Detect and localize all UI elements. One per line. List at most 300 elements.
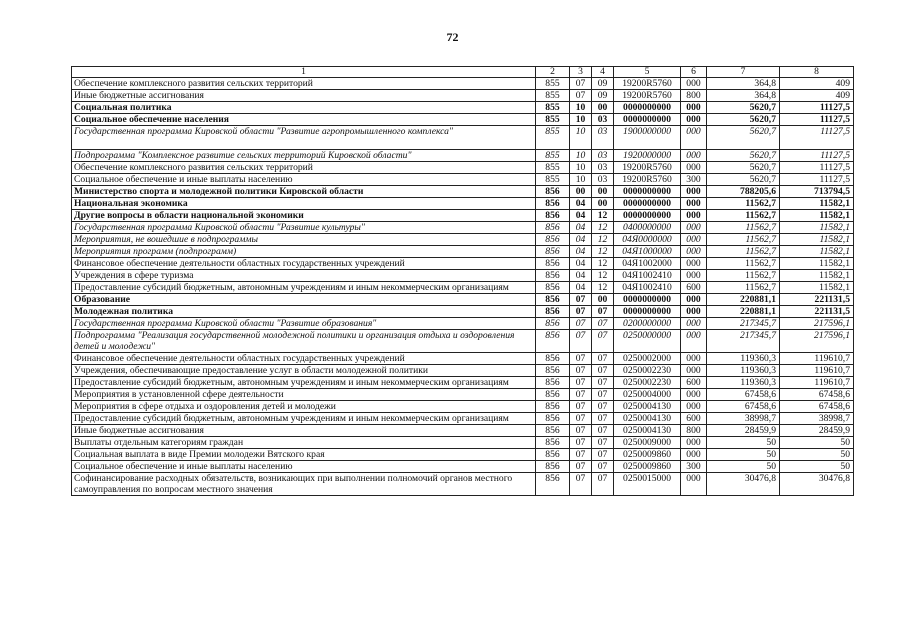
row-name-cell: Иные бюджетные ассигнования <box>72 90 536 102</box>
row-code-cell: 855 <box>536 90 570 102</box>
row-section-cell: 04 <box>570 282 592 294</box>
row-code-cell: 855 <box>536 78 570 90</box>
row-name-cell: Образование <box>72 294 536 306</box>
row-amount-2-cell: 217596,1 <box>780 318 854 330</box>
row-amount-1-cell: 5620,7 <box>707 150 780 162</box>
row-type-cell: 000 <box>681 473 707 496</box>
row-type-cell: 000 <box>681 114 707 126</box>
row-subsection-cell: 07 <box>592 389 614 401</box>
row-section-cell: 07 <box>570 413 592 425</box>
row-amount-2-cell: 11582,1 <box>780 258 854 270</box>
row-amount-2-cell: 217596,1 <box>780 330 854 353</box>
row-subsection-cell: 12 <box>592 222 614 234</box>
row-section-cell: 07 <box>570 330 592 353</box>
row-article-cell: 0250002230 <box>614 365 681 377</box>
row-article-cell: 19200R5760 <box>614 174 681 186</box>
row-code-cell: 856 <box>536 270 570 282</box>
row-code-cell: 856 <box>536 413 570 425</box>
row-name-cell: Предоставление субсидий бюджетным, автономным учреждениям и иным некоммерческим организациям <box>72 377 536 389</box>
row-name-cell: Софинансирование расходных обязательств, возникающих при выполнении полномочий органов местного самоуправления по вопросам местного значения <box>72 473 536 496</box>
row-article-cell: 1900000000 <box>614 126 681 150</box>
row-amount-2-cell: 11127,5 <box>780 102 854 114</box>
row-article-cell: 0400000000 <box>614 222 681 234</box>
row-code-cell: 855 <box>536 114 570 126</box>
table-row <box>72 126 854 150</box>
table-row <box>72 401 854 413</box>
row-type-cell: 000 <box>681 198 707 210</box>
row-name-cell: Мероприятия в установленной сфере деятельности <box>72 389 536 401</box>
row-article-cell: 0000000000 <box>614 198 681 210</box>
row-section-cell: 00 <box>570 186 592 198</box>
header-cell: 6 <box>681 67 707 78</box>
row-name-cell: Социальное обеспечение населения <box>72 114 536 126</box>
row-code-cell: 855 <box>536 174 570 186</box>
header-cell: 4 <box>592 67 614 78</box>
row-amount-2-cell: 119610,7 <box>780 377 854 389</box>
row-code-cell: 856 <box>536 473 570 496</box>
row-type-cell: 600 <box>681 282 707 294</box>
table-row <box>72 246 854 258</box>
row-article-cell: 0000000000 <box>614 102 681 114</box>
row-code-cell: 856 <box>536 437 570 449</box>
row-name-cell: Социальная политика <box>72 102 536 114</box>
row-name-cell: Учреждения в сфере туризма <box>72 270 536 282</box>
row-section-cell: 04 <box>570 246 592 258</box>
row-section-cell: 07 <box>570 318 592 330</box>
row-name-cell: Социальное обеспечение и иные выплаты населению <box>72 174 536 186</box>
table-row <box>72 102 854 114</box>
row-amount-2-cell: 11127,5 <box>780 174 854 186</box>
row-subsection-cell: 07 <box>592 330 614 353</box>
row-type-cell: 600 <box>681 413 707 425</box>
row-code-cell: 856 <box>536 461 570 473</box>
table-row <box>72 150 854 162</box>
row-name-cell: Мероприятия, не вошедшие в подпрограммы <box>72 234 536 246</box>
row-amount-2-cell: 67458,6 <box>780 401 854 413</box>
row-type-cell: 000 <box>681 389 707 401</box>
row-name-cell: Учреждения, обеспечивающие предоставление услуг в области молодежной политики <box>72 365 536 377</box>
row-code-cell: 855 <box>536 102 570 114</box>
row-article-cell: 04Я1002410 <box>614 282 681 294</box>
row-type-cell: 000 <box>681 353 707 365</box>
row-name-cell: Мероприятия программ (подпрограмм) <box>72 246 536 258</box>
row-amount-1-cell: 217345,7 <box>707 318 780 330</box>
row-code-cell: 855 <box>536 150 570 162</box>
row-section-cell: 07 <box>570 437 592 449</box>
row-code-cell: 856 <box>536 246 570 258</box>
row-amount-1-cell: 30476,8 <box>707 473 780 496</box>
table-row <box>72 449 854 461</box>
row-article-cell: 0250002230 <box>614 377 681 389</box>
row-amount-1-cell: 50 <box>707 449 780 461</box>
table-row <box>72 162 854 174</box>
row-name-cell: Выплаты отдельным категориям граждан <box>72 437 536 449</box>
table-row <box>72 389 854 401</box>
row-subsection-cell: 07 <box>592 365 614 377</box>
row-name-cell: Обеспечение комплексного развития сельских территорий <box>72 162 536 174</box>
row-code-cell: 856 <box>536 294 570 306</box>
row-type-cell: 000 <box>681 102 707 114</box>
row-section-cell: 07 <box>570 377 592 389</box>
table-row <box>72 198 854 210</box>
header-cell: 1 <box>72 67 536 78</box>
row-section-cell: 07 <box>570 449 592 461</box>
table-row <box>72 330 854 353</box>
row-amount-2-cell: 221131,5 <box>780 294 854 306</box>
row-code-cell: 856 <box>536 449 570 461</box>
row-name-cell: Предоставление субсидий бюджетным, автономным учреждениям и иным некоммерческим организациям <box>72 282 536 294</box>
row-amount-1-cell: 28459,9 <box>707 425 780 437</box>
row-article-cell: 0250009860 <box>614 449 681 461</box>
row-amount-2-cell: 11127,5 <box>780 162 854 174</box>
row-type-cell: 000 <box>681 186 707 198</box>
row-type-cell: 000 <box>681 162 707 174</box>
row-section-cell: 07 <box>570 473 592 496</box>
row-amount-1-cell: 50 <box>707 437 780 449</box>
row-article-cell: 0250009860 <box>614 461 681 473</box>
row-subsection-cell: 07 <box>592 318 614 330</box>
header-cell: 7 <box>707 67 780 78</box>
row-section-cell: 07 <box>570 401 592 413</box>
row-subsection-cell: 00 <box>592 198 614 210</box>
row-amount-2-cell: 11127,5 <box>780 114 854 126</box>
row-amount-1-cell: 11562,7 <box>707 282 780 294</box>
row-section-cell: 07 <box>570 365 592 377</box>
row-amount-2-cell: 38998,7 <box>780 413 854 425</box>
row-subsection-cell: 07 <box>592 425 614 437</box>
row-section-cell: 10 <box>570 174 592 186</box>
row-name-cell: Подпрограмма "Реализация государственной молодежной политики и организация отдыха и оздоровления детей и молодежи" <box>72 330 536 353</box>
row-name-cell: Социальное обеспечение и иные выплаты населению <box>72 461 536 473</box>
row-subsection-cell: 07 <box>592 449 614 461</box>
row-subsection-cell: 07 <box>592 413 614 425</box>
row-amount-2-cell: 119610,7 <box>780 353 854 365</box>
row-type-cell: 000 <box>681 234 707 246</box>
row-name-cell: Социальная выплата в виде Премии молодежи Вятского края <box>72 449 536 461</box>
row-name-cell: Государственная программа Кировской области "Развитие культуры" <box>72 222 536 234</box>
row-section-cell: 04 <box>570 210 592 222</box>
row-code-cell: 856 <box>536 258 570 270</box>
row-amount-1-cell: 5620,7 <box>707 114 780 126</box>
row-code-cell: 856 <box>536 377 570 389</box>
budget-table <box>71 66 854 496</box>
row-article-cell: 19200R5760 <box>614 90 681 102</box>
row-amount-2-cell: 11582,1 <box>780 198 854 210</box>
table-row <box>72 258 854 270</box>
row-type-cell: 000 <box>681 365 707 377</box>
row-amount-2-cell: 713794,5 <box>780 186 854 198</box>
page-number: 72 <box>446 30 459 44</box>
row-name-cell: Подпрограмма "Комплексное развитие сельских территорий Кировской области" <box>72 150 536 162</box>
row-subsection-cell: 12 <box>592 210 614 222</box>
row-type-cell: 300 <box>681 174 707 186</box>
row-code-cell: 856 <box>536 401 570 413</box>
header-cell: 3 <box>570 67 592 78</box>
table-row <box>72 78 854 90</box>
row-name-cell: Молодежная политика <box>72 306 536 318</box>
row-subsection-cell: 07 <box>592 437 614 449</box>
row-name-cell: Государственная программа Кировской области "Развитие агропромышленного комплекса" <box>72 126 536 150</box>
row-subsection-cell: 07 <box>592 306 614 318</box>
row-type-cell: 300 <box>681 461 707 473</box>
row-article-cell: 0250004000 <box>614 389 681 401</box>
table-row <box>72 174 854 186</box>
row-amount-1-cell: 217345,7 <box>707 330 780 353</box>
row-code-cell: 856 <box>536 353 570 365</box>
table-row <box>72 413 854 425</box>
table-row <box>72 234 854 246</box>
table-row <box>72 90 854 102</box>
row-article-cell: 0000000000 <box>614 114 681 126</box>
row-type-cell: 000 <box>681 126 707 150</box>
row-article-cell: 04Я0000000 <box>614 234 681 246</box>
header-cell: 5 <box>614 67 681 78</box>
row-amount-2-cell: 11582,1 <box>780 270 854 282</box>
row-subsection-cell: 00 <box>592 102 614 114</box>
row-section-cell: 07 <box>570 294 592 306</box>
row-name-cell: Государственная программа Кировской области "Развитие образования" <box>72 318 536 330</box>
row-type-cell: 800 <box>681 425 707 437</box>
row-type-cell: 000 <box>681 258 707 270</box>
row-amount-1-cell: 11562,7 <box>707 234 780 246</box>
row-article-cell: 1920000000 <box>614 150 681 162</box>
table-row <box>72 306 854 318</box>
row-amount-2-cell: 11582,1 <box>780 234 854 246</box>
row-code-cell: 856 <box>536 330 570 353</box>
row-amount-1-cell: 119360,3 <box>707 377 780 389</box>
row-section-cell: 04 <box>570 258 592 270</box>
row-amount-2-cell: 30476,8 <box>780 473 854 496</box>
row-code-cell: 855 <box>536 126 570 150</box>
row-article-cell: 04Я1000000 <box>614 246 681 258</box>
row-name-cell: Обеспечение комплексного развития сельских территорий <box>72 78 536 90</box>
row-subsection-cell: 09 <box>592 78 614 90</box>
row-amount-2-cell: 11582,1 <box>780 210 854 222</box>
row-name-cell: Другие вопросы в области национальной экономики <box>72 210 536 222</box>
row-type-cell: 800 <box>681 90 707 102</box>
table-row <box>72 461 854 473</box>
row-section-cell: 07 <box>570 78 592 90</box>
table-row <box>72 437 854 449</box>
table-row <box>72 282 854 294</box>
row-amount-2-cell: 50 <box>780 449 854 461</box>
row-subsection-cell: 12 <box>592 246 614 258</box>
row-amount-2-cell: 409 <box>780 90 854 102</box>
row-section-cell: 04 <box>570 222 592 234</box>
row-type-cell: 000 <box>681 294 707 306</box>
row-name-cell: Финансовое обеспечение деятельности областных государственных учреждений <box>72 353 536 365</box>
row-section-cell: 07 <box>570 461 592 473</box>
row-type-cell: 000 <box>681 222 707 234</box>
row-code-cell: 856 <box>536 186 570 198</box>
row-article-cell: 0250002000 <box>614 353 681 365</box>
budget-table-container <box>71 66 853 496</box>
row-amount-1-cell: 67458,6 <box>707 401 780 413</box>
row-type-cell: 000 <box>681 78 707 90</box>
row-article-cell: 04Я1002000 <box>614 258 681 270</box>
row-subsection-cell: 09 <box>592 90 614 102</box>
row-code-cell: 856 <box>536 365 570 377</box>
row-amount-1-cell: 788205,6 <box>707 186 780 198</box>
table-row <box>72 294 854 306</box>
row-amount-1-cell: 220881,1 <box>707 306 780 318</box>
row-amount-2-cell: 11582,1 <box>780 282 854 294</box>
row-type-cell: 000 <box>681 210 707 222</box>
row-name-cell: Министерство спорта и молодежной политики Кировской области <box>72 186 536 198</box>
row-amount-2-cell: 409 <box>780 78 854 90</box>
row-section-cell: 07 <box>570 353 592 365</box>
table-header-row <box>72 67 854 78</box>
row-amount-1-cell: 50 <box>707 461 780 473</box>
row-subsection-cell: 12 <box>592 282 614 294</box>
row-amount-2-cell: 11127,5 <box>780 150 854 162</box>
table-row <box>72 114 854 126</box>
row-section-cell: 10 <box>570 126 592 150</box>
row-amount-1-cell: 5620,7 <box>707 126 780 150</box>
row-subsection-cell: 07 <box>592 401 614 413</box>
table-row <box>72 270 854 282</box>
row-section-cell: 10 <box>570 102 592 114</box>
row-type-cell: 000 <box>681 318 707 330</box>
row-amount-1-cell: 11562,7 <box>707 258 780 270</box>
row-amount-1-cell: 38998,7 <box>707 413 780 425</box>
row-section-cell: 07 <box>570 90 592 102</box>
row-amount-1-cell: 11562,7 <box>707 246 780 258</box>
row-name-cell: Мероприятия в сфере отдыха и оздоровления детей и молодежи <box>72 401 536 413</box>
row-subsection-cell: 12 <box>592 270 614 282</box>
table-row <box>72 222 854 234</box>
row-article-cell: 0250004130 <box>614 425 681 437</box>
row-subsection-cell: 07 <box>592 353 614 365</box>
row-subsection-cell: 03 <box>592 174 614 186</box>
row-subsection-cell: 07 <box>592 473 614 496</box>
row-subsection-cell: 07 <box>592 377 614 389</box>
row-type-cell: 000 <box>681 246 707 258</box>
table-row <box>72 377 854 389</box>
row-section-cell: 04 <box>570 270 592 282</box>
row-amount-2-cell: 50 <box>780 461 854 473</box>
row-code-cell: 856 <box>536 210 570 222</box>
row-section-cell: 10 <box>570 114 592 126</box>
row-article-cell: 0000000000 <box>614 294 681 306</box>
row-code-cell: 856 <box>536 389 570 401</box>
row-amount-2-cell: 50 <box>780 437 854 449</box>
row-amount-1-cell: 11562,7 <box>707 198 780 210</box>
row-section-cell: 10 <box>570 162 592 174</box>
header-cell: 8 <box>780 67 854 78</box>
row-code-cell: 856 <box>536 222 570 234</box>
row-type-cell: 000 <box>681 401 707 413</box>
row-amount-1-cell: 67458,6 <box>707 389 780 401</box>
row-section-cell: 07 <box>570 389 592 401</box>
table-row <box>72 473 854 496</box>
row-name-cell: Финансовое обеспечение деятельности областных государственных учреждений <box>72 258 536 270</box>
row-article-cell: 19200R5760 <box>614 162 681 174</box>
row-amount-1-cell: 11562,7 <box>707 210 780 222</box>
row-subsection-cell: 03 <box>592 162 614 174</box>
row-code-cell: 856 <box>536 198 570 210</box>
row-article-cell: 0200000000 <box>614 318 681 330</box>
row-amount-1-cell: 364,8 <box>707 78 780 90</box>
row-name-cell: Национальная экономика <box>72 198 536 210</box>
row-type-cell: 000 <box>681 449 707 461</box>
row-amount-1-cell: 119360,3 <box>707 353 780 365</box>
row-subsection-cell: 03 <box>592 150 614 162</box>
row-amount-1-cell: 220881,1 <box>707 294 780 306</box>
row-amount-1-cell: 119360,3 <box>707 365 780 377</box>
row-type-cell: 000 <box>681 437 707 449</box>
row-subsection-cell: 12 <box>592 234 614 246</box>
row-amount-2-cell: 11582,1 <box>780 246 854 258</box>
row-subsection-cell: 12 <box>592 258 614 270</box>
row-article-cell: 0000000000 <box>614 210 681 222</box>
row-article-cell: 0000000000 <box>614 186 681 198</box>
row-code-cell: 855 <box>536 162 570 174</box>
row-article-cell: 0250000000 <box>614 330 681 353</box>
row-amount-2-cell: 67458,6 <box>780 389 854 401</box>
row-amount-1-cell: 11562,7 <box>707 270 780 282</box>
row-amount-2-cell: 221131,5 <box>780 306 854 318</box>
row-article-cell: 19200R5760 <box>614 78 681 90</box>
row-amount-2-cell: 28459,9 <box>780 425 854 437</box>
row-subsection-cell: 03 <box>592 126 614 150</box>
row-code-cell: 856 <box>536 306 570 318</box>
row-name-cell: Предоставление субсидий бюджетным, автономным учреждениям и иным некоммерческим организациям <box>72 413 536 425</box>
row-article-cell: 0000000000 <box>614 306 681 318</box>
row-article-cell: 0250004130 <box>614 401 681 413</box>
header-cell: 2 <box>536 67 570 78</box>
row-section-cell: 04 <box>570 198 592 210</box>
row-name-cell: Иные бюджетные ассигнования <box>72 425 536 437</box>
row-subsection-cell: 07 <box>592 461 614 473</box>
budget-table-body <box>72 67 854 496</box>
table-row <box>72 425 854 437</box>
row-amount-2-cell: 119610,7 <box>780 365 854 377</box>
row-article-cell: 0250015000 <box>614 473 681 496</box>
row-section-cell: 04 <box>570 234 592 246</box>
table-row <box>72 186 854 198</box>
table-row <box>72 210 854 222</box>
row-section-cell: 07 <box>570 306 592 318</box>
row-section-cell: 07 <box>570 425 592 437</box>
row-subsection-cell: 00 <box>592 186 614 198</box>
row-amount-1-cell: 5620,7 <box>707 162 780 174</box>
row-type-cell: 000 <box>681 330 707 353</box>
row-section-cell: 10 <box>570 150 592 162</box>
row-code-cell: 856 <box>536 234 570 246</box>
row-amount-2-cell: 11582,1 <box>780 222 854 234</box>
row-code-cell: 856 <box>536 282 570 294</box>
row-amount-2-cell: 11127,5 <box>780 126 854 150</box>
table-row <box>72 365 854 377</box>
table-row <box>72 353 854 365</box>
row-amount-1-cell: 5620,7 <box>707 102 780 114</box>
row-subsection-cell: 00 <box>592 294 614 306</box>
row-type-cell: 600 <box>681 377 707 389</box>
row-subsection-cell: 03 <box>592 114 614 126</box>
row-article-cell: 0250009000 <box>614 437 681 449</box>
row-article-cell: 0250004130 <box>614 413 681 425</box>
row-article-cell: 04Я1002410 <box>614 270 681 282</box>
row-amount-1-cell: 5620,7 <box>707 174 780 186</box>
row-code-cell: 856 <box>536 318 570 330</box>
row-type-cell: 000 <box>681 270 707 282</box>
row-type-cell: 000 <box>681 306 707 318</box>
row-code-cell: 856 <box>536 425 570 437</box>
row-type-cell: 000 <box>681 150 707 162</box>
table-row <box>72 318 854 330</box>
row-amount-1-cell: 364,8 <box>707 90 780 102</box>
